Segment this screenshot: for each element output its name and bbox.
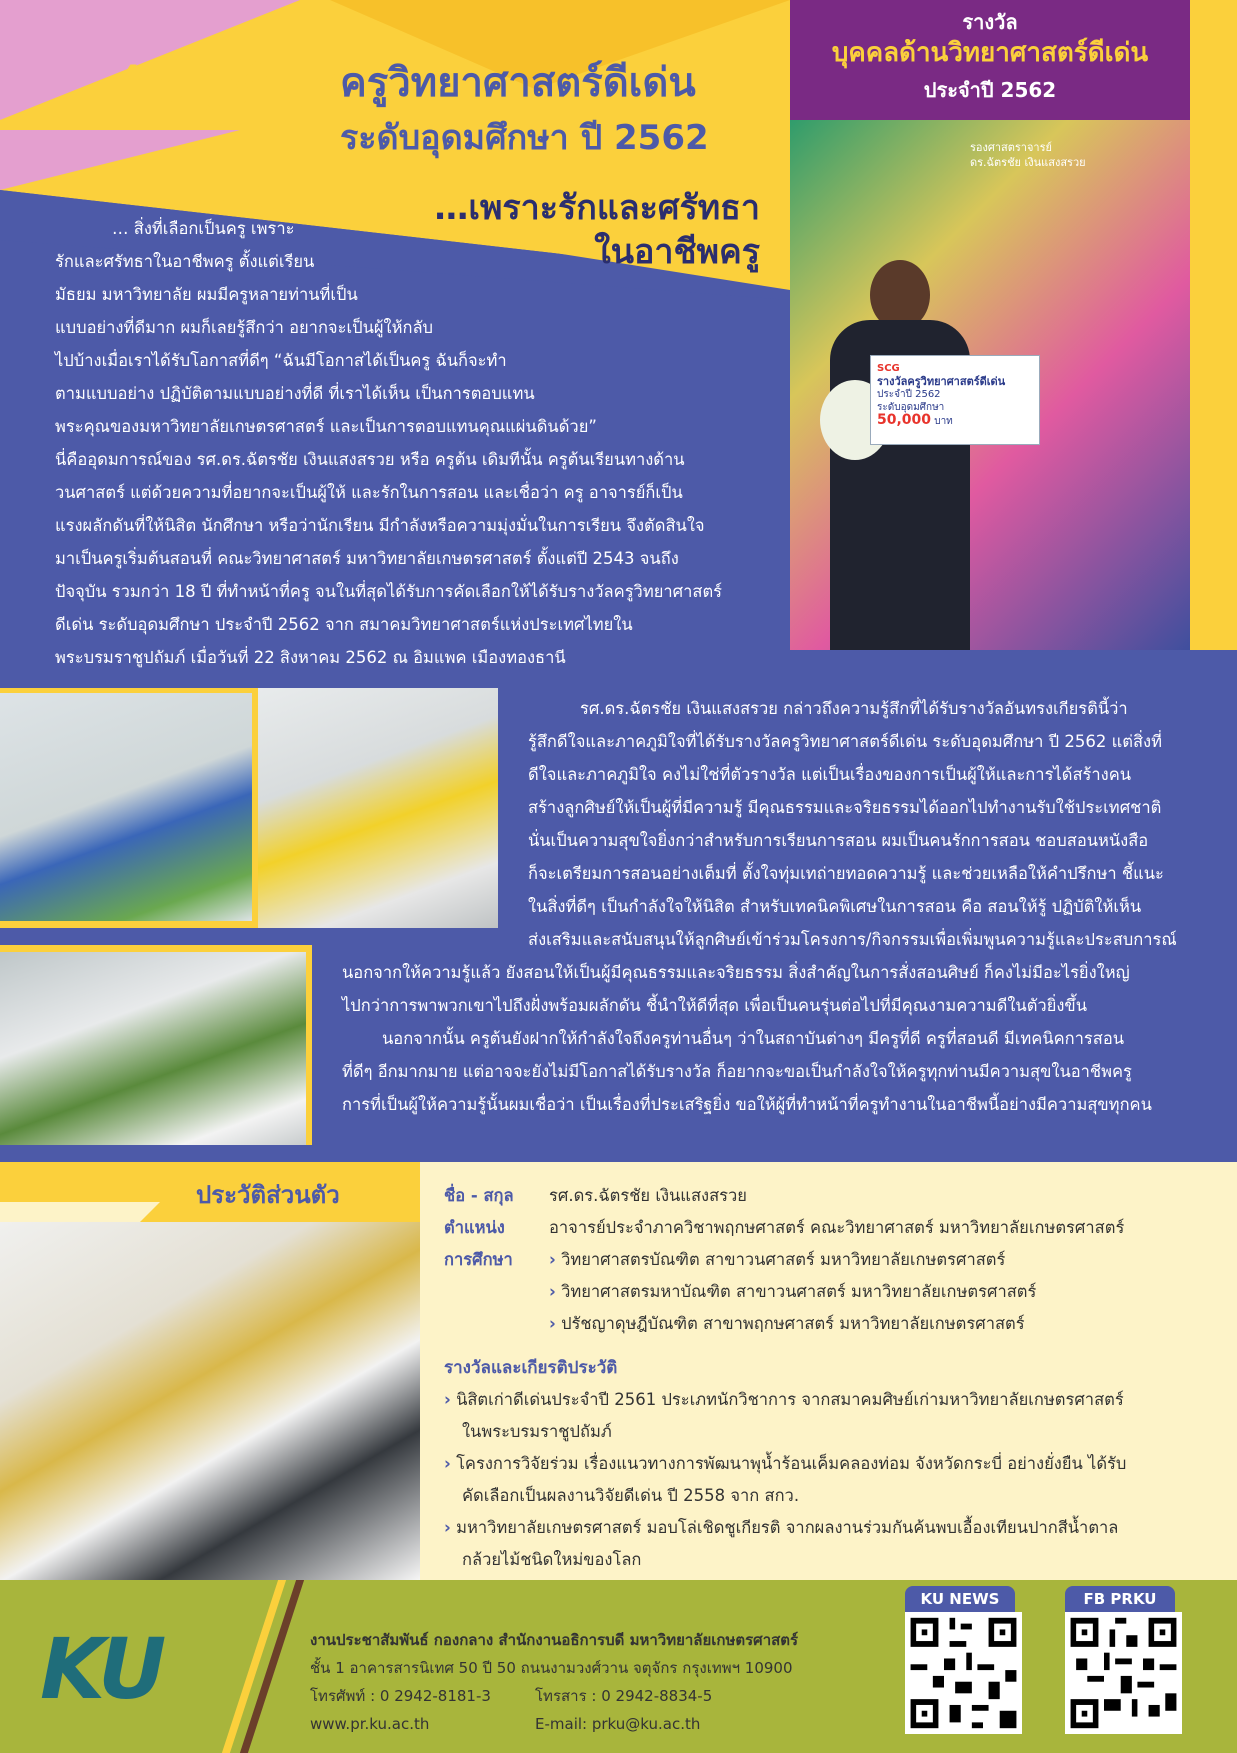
award-photo [790,0,1190,650]
qr-code-icon [1065,1612,1182,1734]
awards-heading: รางวัลและเกียรติประวัติ [444,1358,618,1378]
qr-ku-news[interactable] [905,1612,1022,1734]
bio-details: ชื่อ - สกุล รศ.ดร.ฉัตรชัย เงินแสงสรวย ตำแหน่ง อาจารย์ประจำภาควิชาพฤกษศาสตร์ คณะวิทยาศาสตร์ มหาวิทยาลัยเกษตรศาสตร์ การศึกษา › วิทยาศาสตรบัณฑิต สาขาวนศาสตร์ มหาวิทยาลัยเกษตรศาสตร์ › วิทยาศาสตรมหาบัณฑิต สาขาวนศาสตร์ มหาวิทยาลัยเกษตรศาสตร์ › ปรัชญาดุษฎีบัณฑิต สาขาพฤกษศาสตร์ มหาวิทยาลัยเกษตรศาสตร์ [444,1186,1125,1333]
ku-logo: KU [40,1620,163,1718]
award-banner: รางวัล บุคคลด้านวิทยาศาสตร์ดีเด่น ประจำปี 2562 [790,0,1190,120]
footer-contact: งานประชาสัมพันธ์ กองกลาง สำนักงานอธิการบดี มหาวิทยาลัยเกษตรศาสตร์ ชั้น 1 อาคารสารนิเทศ 50 ปี 50 ถนนงามวงศ์วาน จตุจักร กรุงเทพฯ 10900 โทรศัพท์ : 0 2942-8181-3 โทรสาร : 0 2942-8834-5 www.pr.ku.ac.th E-mail: prku@ku.ac.th [310,1626,850,1738]
slogan-line-1: …เพราะรักและศรัทธา [434,188,760,228]
award-check: SCG รางวัลครูวิทยาศาสตร์ดีเด่น ประจำปี 2562 ระดับอุดมศึกษา 50,000 บาท [870,355,1040,445]
bio-heading: ประวัติส่วนตัว [196,1181,340,1209]
slogan-line-2: ในอาชีพครู [594,232,760,272]
email-link[interactable]: E-mail: prku@ku.ac.th [535,1715,701,1733]
award-panel-text: รองศาสตราจารย์ ดร.ฉัตรชัย เงินแสงสรวย [970,141,1086,169]
website-link[interactable]: www.pr.ku.ac.th [310,1715,430,1733]
bio-photo [0,1222,420,1580]
awards-list: › นิสิตเก่าดีเด่นประจำปี 2561 ประเภทนักวิชาการ จากสมาคมศิษย์เก่ามหาวิทยาลัยเกษตรศาสตร์ ในพระบรมราชูปถัมภ์ › โครงการวิจัยร่วม เรื่องแนวทางการพัฒนาพุน้ำร้อนเค็มคลองท่อม จังหวัดกระบี่ อย่างยั่งยืน ได้รับ คัดเลือกเป็นผลงานวิจัยดีเด่น ปี 2558 จาก สกว. › มหาวิทยาลัยเกษตรศาสตร์ มอบโล่เชิดชูเกียรติ จากผลงานร่วมกันค้นพบเอื้องเทียนปากสีน้ำตาล กล้วยไม้ชนิดใหม่ของโลก [444,1390,1127,1569]
qr-fb-prku[interactable] [1065,1612,1182,1734]
qr-label-fb-prku: FB PRKU [1065,1586,1175,1612]
qr-code-icon [905,1612,1022,1734]
page-title: ครูวิทยาศาสตร์ดีเด่น [340,60,696,106]
qr-label-ku-news: KU NEWS [905,1586,1015,1612]
intro-text: … สิ่งที่เลือกเป็นครู เพราะ รักและศรัทธาในอาชีพครู ตั้งแต่เรียน มัธยม มหาวิทยาลัย ผมมีครูหลายท่านที่เป็น แบบอย่างที่ดีมาก ผมก็เลยรู้สึกว่า อยากจะเป็นผู้ให้กลับ ไปบ้างเมื่อเราได้รับโอกาสที่ดีๆ “ฉันมีโอกาสได้เป็นครู ฉันก็จะทำ ตามแบบอย่าง ปฏิบัติตามแบบอย่างที่ดี ที่เราได้เห็น เป็นการตอบแทน พระคุณของมหาวิทยาลัยเกษตรศาสตร์ และเป็นการตอบแทนคุณแผ่นดินด้วย” นี่คืออุดมการณ์ของ รศ.ดร.ฉัตรชัย เงินแสงสรวย หรือ ครูต้น เดิมทีนั้น ครูต้นเรียนทางด้าน วนศาสตร์ แต่ด้วยความที่อยากจะเป็นผู้ให้ และรักในการสอน และเชื่อว่า ครู อาจารย์ก็เป็น แรงผลักดันที่ให้นิสิต นักศึกษา หรือว่านักเรียน มีกำลังหรือความมุ่งมั่นในการเรียน จึงตัดสินใจ มาเป็นครูเริ่มต้นสอนที่ คณะวิทยาศาสตร์ มหาวิทยาลัยเกษตรศาสตร์ ตั้งแต่ปี 2543 จนถึง ปัจจุบัน รวมกว่า 18 ปี ที่ทำหน้าที่ครู จนในที่สุดได้รับการคัดเลือกให้ได้รับรางวัลครูวิทยาศาสตร์ ดีเด่น ระดับอุดมศึกษา ประจำปี 2562 จาก สมาคมวิทยาศาสตร์แห่งประเทศไทยใน พระบรมราชูปถัมภ์ เมื่อวันที่ 22 สิงหาคม 2562 ณ อิมแพค เมืองทองธานี [55,219,723,667]
body-text: รศ.ดร.ฉัตรชัย เงินแสงสรวย กล่าวถึงความรู้สึกที่ได้รับรางวัลอันทรงเกียรตินี้ว่า รู้สึกดีใจและภาคภูมิใจที่ได้รับรางวัลครูวิทยาศาสตร์ดีเด่น ระดับอุดมศึกษา ปี 2562 แต่สิ่งที่ ดีใจและภาคภูมิใจ คงไม่ใช่ที่ตัวรางวัล แต่เป็นเรื่องของการเป็นผู้ให้และการได้สร้างคน สร้างลูกศิษย์ให้เป็นผู้ที่มีความรู้ มีคุณธรรมและจริยธรรมได้ออกไปทำงานรับใช้ประเทศชาติ นั่นเป็นความสุขใจยิ่งกว่าสำหรับการเรียนการสอน ผมเป็นคนรักการสอน ชอบสอนหนังสือ ก็จะเตรียมการสอนอย่างเต็มที่ ตั้งใจทุ่มเทถ่ายทอดความรู้ และช่วยเหลือให้คำปรึกษา ชี้แนะ ในสิ่งที่ดีๆ เป็นกำลังใจให้นิสิต สำหรับเทคนิคพิเศษในการสอน คือ สอนให้รู้ ปฏิบัติให้เห็น ส่งเสริมและสนับสนุนให้ลูกศิษย์เข้าร่วมโครงการ/กิจกรรมเพื่อเพิ่มพูนความรู้และประสบการณ์ นอกจากให้ความรู้แล้ว ยังสอนให้เป็นผู้มีคุณธรรมและจริยธรรม สิ่งสำคัญในการสั่งสอนศิษย์ ก็คงไม่มีอะไรยิ่งใหญ่ ไปกว่าการพาพวกเขาไปถึงฝั่งพร้อมผลักดัน ชี้นำให้ดีที่สุด เพื่อเป็นคนรุ่นต่อไปที่มีคุณงามความดีในตัวยิ่งขึ้น นอกจากนั้น ครูต้นยังฝากให้กำลังใจถึงครูท่านอื่นๆ ว่าในสถาบันต่างๆ มีครูที่ดี ครูที่สอนดี มีเทคนิคการสอน ที่ดีๆ อีกมากมาย แต่อาจจะยังไม่มีโอกาสได้รับรางวัล ก็อยากจะขอเป็นกำลังใจให้ครูทุกท่านมีความสุขในอาชีพครู การที่เป็นผู้ให้ความรู้นั้นผมเชื่อว่า เป็นเรื่องที่ประเสริฐยิ่ง ขอให้ผู้ที่ทำหน้าที่ครูทำงานในอาชีพนี้อย่างมีความสุขทุกคน [342,699,1177,1114]
nickname-title: “ครูต้น” [118,53,342,121]
page-subtitle: ระดับอุดมศึกษา ปี 2562 [340,118,709,158]
